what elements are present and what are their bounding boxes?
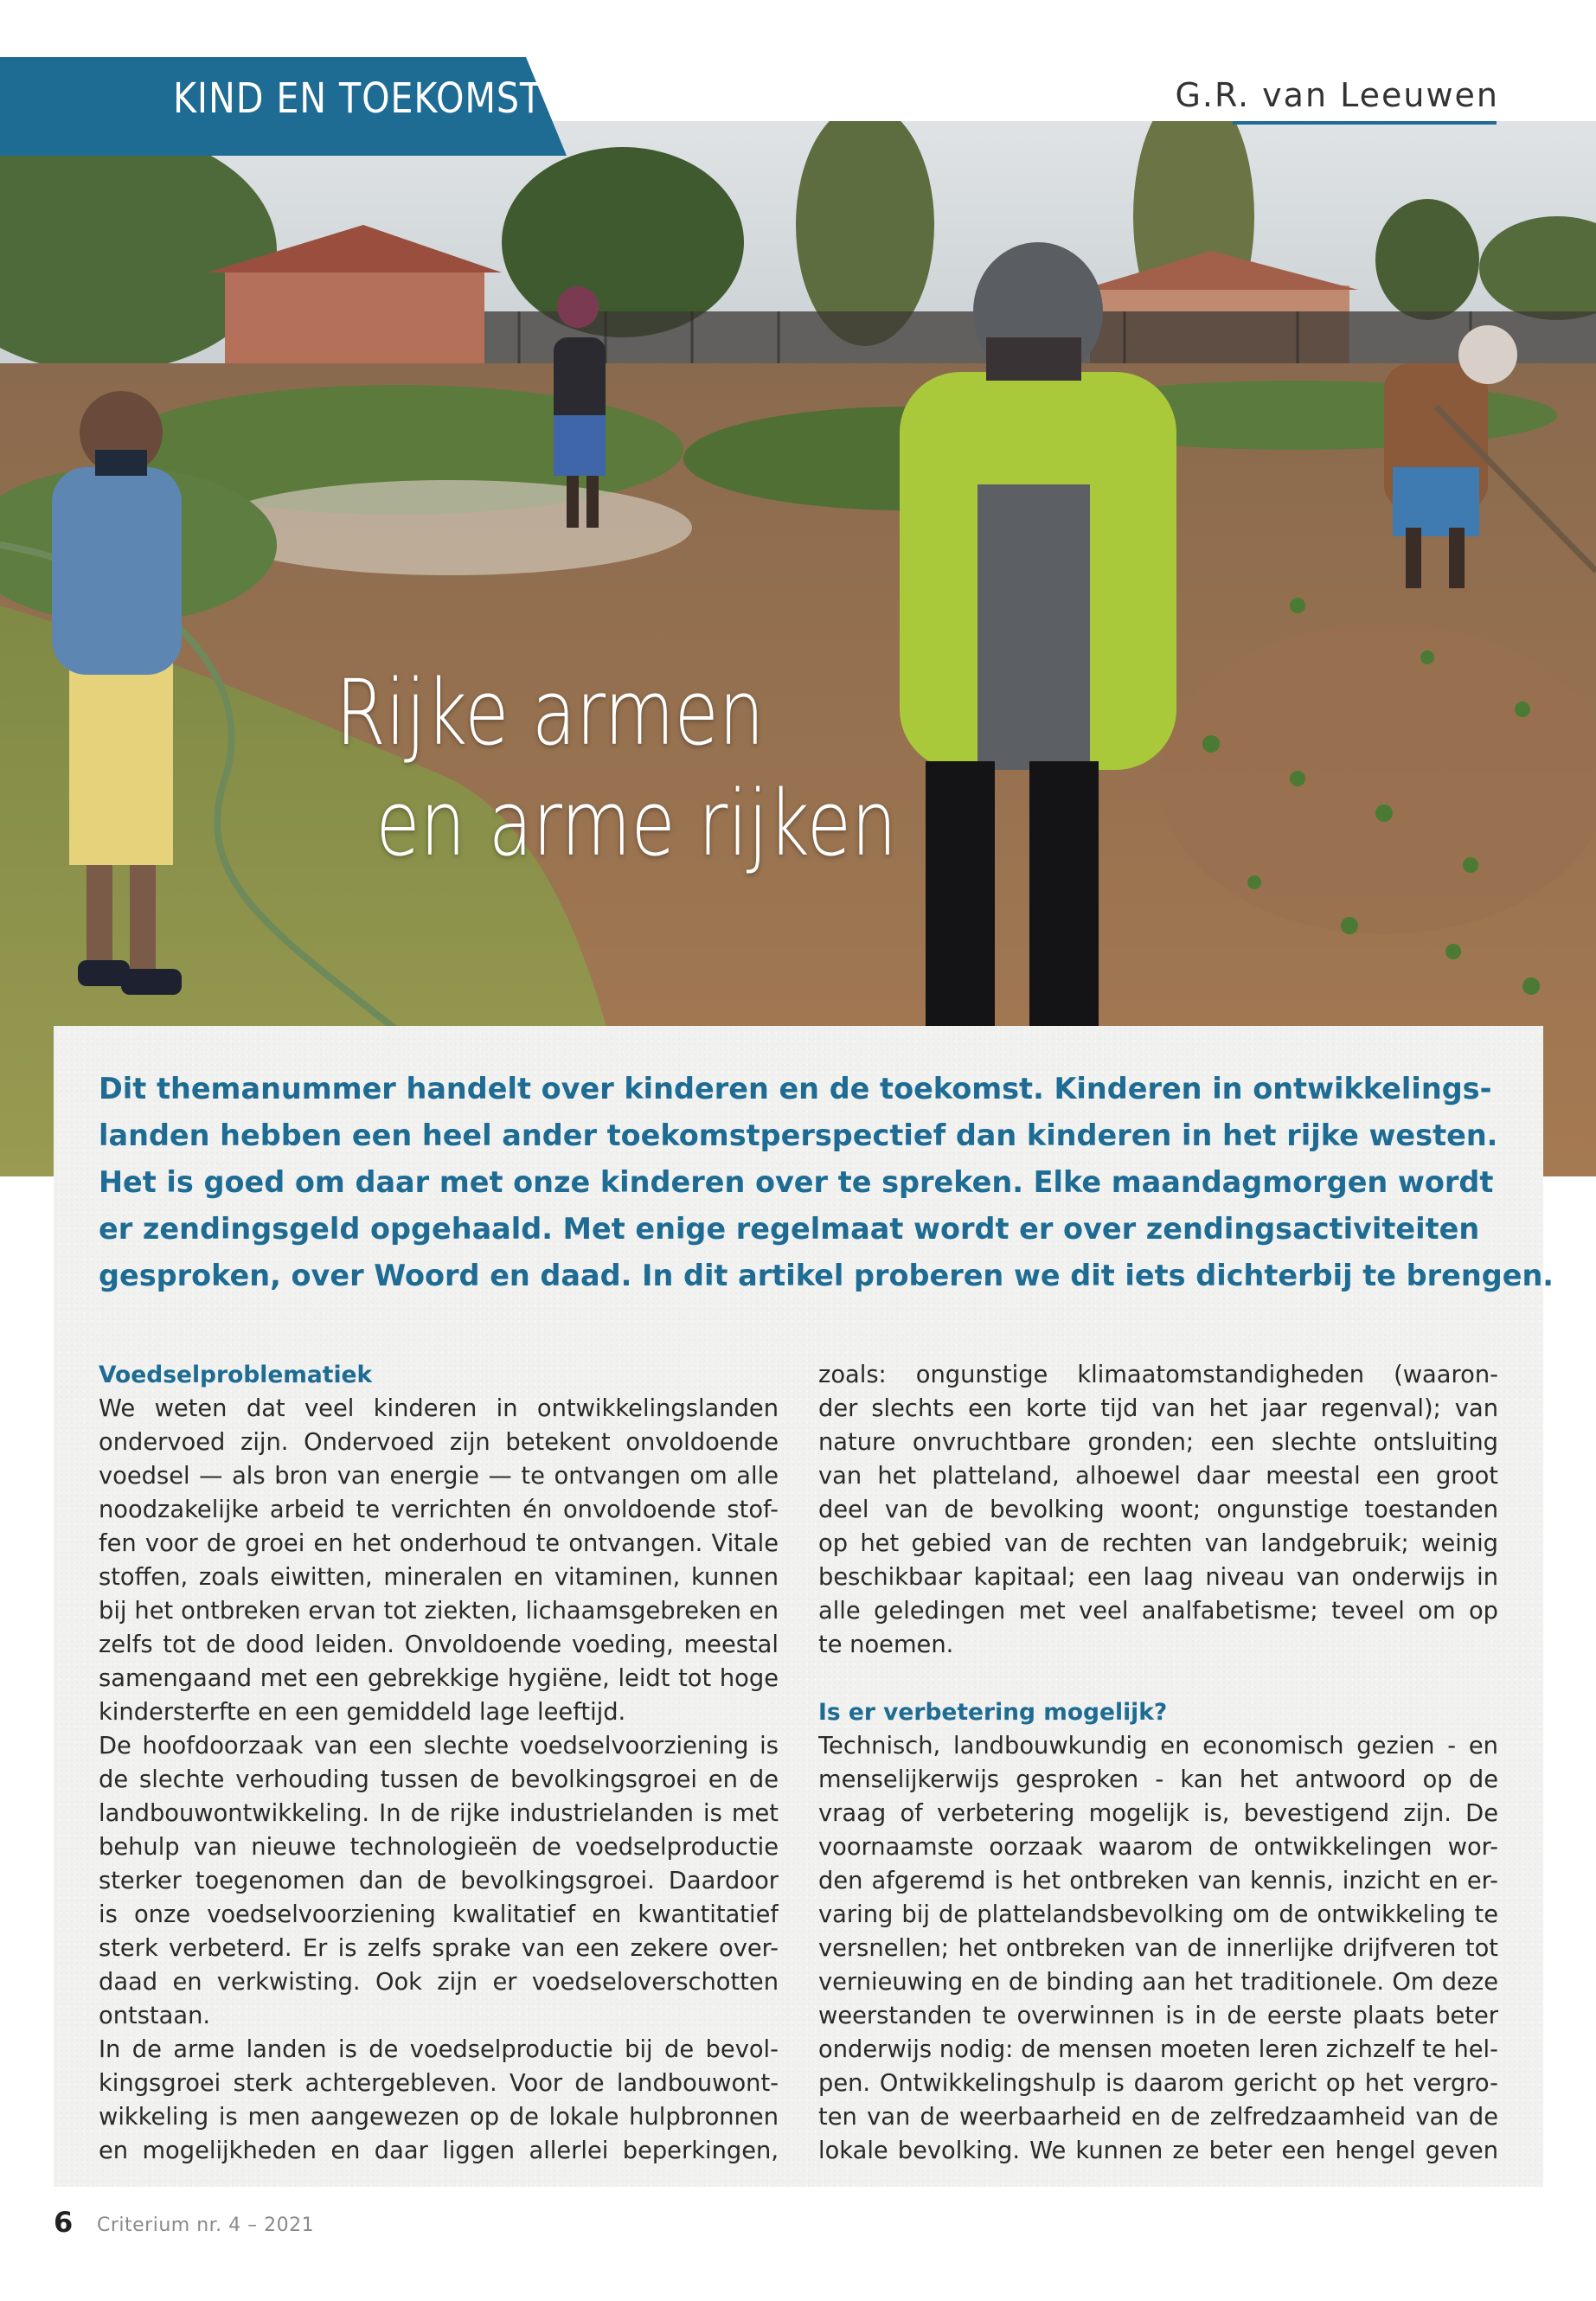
body-line: wikkeling is men aangewezen op de lokale hulpbronnen [99,2104,779,2131]
body-line: fen voor de groei en het onderhoud te ontvangen. Vitale [99,1530,779,1557]
body-line: varing bij de plattelandsbevolking om de ontwikkeling te [818,1901,1498,1928]
intro-line: landen hebben een heel ander toekomstperspectief dan kinderen in het rijke westen. [99,1118,1498,1152]
body-line: zoals: ongunstige klimaatomstandigheden (waaron- [818,1362,1498,1388]
body-line: Technisch, landbouwkundig en economisch gezien - en [818,1733,1498,1759]
paragraph-gap [818,1662,1498,1695]
body-line: bij het ontbreken ervan tot ziekten, lichaamsgebreken en [99,1598,779,1625]
body-line: versnellen; het ontbreken van de innerlijke drijfveren tot [818,1935,1498,1962]
section-tag [0,57,567,156]
body-line: zelfs tot de dood leiden. Onvoldoende voeding, meestal [99,1631,779,1658]
intro-paragraph [99,1066,1554,1299]
body-line: stoffen, zoals eiwitten, mineralen en vitaminen, kunnen [99,1564,779,1591]
body-line: deel van de bevolking woont; ongunstige toestanden [818,1497,1498,1523]
body-line: We weten dat veel kinderen in ontwikkelingslanden [99,1395,779,1422]
body-line: weerstanden te overwinnen is in de eerste plaats beter [818,2003,1498,2029]
author-underline [1233,121,1497,125]
body-line: ontstaan. [99,2003,211,2029]
body-line: alle geledingen met veel analfabetisme; teveel om op [818,1598,1498,1625]
body-line: is onze voedselvoorziening kwalitatief en kwantitatief [99,1901,779,1928]
body-line: In de arme landen is de voedselproductie bij de bevol- [99,2036,779,2063]
subheading-verbetering: Is er verbetering mogelijk? [818,1699,1168,1726]
page-number: 6 [54,2206,74,2239]
body-line: sterker toegenomen dan de bevolkingsgroei. Daardoor [99,1868,779,1894]
subheading-voedselproblematiek: Voedselproblematiek [99,1362,373,1388]
intro-line: gesproken, over Woord en daad. In dit artikel proberen we dit iets dichterbij te brengen. [99,1259,1554,1292]
journal-issue: Criterium nr. 4 – 2021 [97,2214,315,2236]
body-line: samengaand met een gebrekkige hygiëne, leidt tot hoge [99,1665,779,1692]
body-line: kingsgroei sterk achtergebleven. Voor de landbouwont- [99,2070,779,2097]
body-line: vraag of verbetering mogelijk is, bevestigend zijn. De [818,1800,1498,1827]
author-name: G.R. van Leeuwen [1175,76,1499,114]
body-line: voornaamste oorzaak waarom de ontwikkelingen wor- [818,1834,1498,1861]
intro-line: Dit themanummer handelt over kinderen en de toekomst. Kinderen in ontwikkelings- [99,1072,1492,1106]
body-line: menselijkerwijs gesproken - kan het antwoord op de [818,1766,1498,1793]
article-body-panel [54,1026,1554,2187]
body-line: de slechte verhouding tussen de bevolkingsgroei en de [99,1766,779,1793]
body-line: noodzakelijke arbeid te verrichten én onvoldoende stof- [99,1497,779,1523]
hero-photo [0,121,1596,1176]
intro-line: er zendingsgeld opgehaald. Met enige regelmaat wordt er over zendingsactiviteiten [99,1212,1480,1246]
left-column [99,1358,779,2168]
article-headline [336,657,897,879]
body-line: nature onvruchtbare gronden; een slechte ontsluiting [818,1429,1498,1456]
body-line: behulp van nieuwe technologieën de voedselproductie [99,1834,779,1861]
body-line: van het platteland, alhoewel daar meestal een groot [818,1463,1498,1490]
right-column [818,1358,1498,2168]
body-line: De hoofdoorzaak van een slechte voedselvoorziening is [99,1733,779,1759]
garden-scene-illustration [0,121,1596,1176]
body-line: pen. Ontwikkelingshulp is daarom gericht op het vergro- [818,2070,1498,2097]
body-line: onderwijs nodig: de mensen moeten leren zichzelf te hel- [818,2036,1498,2063]
body-line: vernieuwing en de binding aan het traditionele. Om deze [818,1969,1498,1996]
body-line: te noemen. [818,1631,954,1658]
body-line: op het gebied van de rechten van landgebruik; weinig [818,1530,1498,1557]
body-line: sterk verbeterd. Er is zelfs sprake van een zekere over- [99,1935,779,1962]
body-line: der slechts een korte tijd van het jaar regenval); van [818,1395,1498,1422]
body-line: kindersterfte en een gemiddeld lage leeftijd. [99,1699,626,1726]
body-line: beschikbaar kapitaal; een laag niveau van onderwijs in [818,1564,1498,1591]
body-line: ondervoed zijn. Ondervoed zijn betekent onvoldoende [99,1429,779,1456]
headline-line-2: en arme rijken [375,771,897,876]
body-line: den afgeremd is het ontbreken van kennis, inzicht en er- [818,1868,1498,1894]
body-line: daad en verkwisting. Ook zijn er voedseloverschotten [99,1969,779,1996]
intro-line: Het is goed om daar met onze kinderen over te spreken. Elke maandagmorgen wordt [99,1165,1494,1199]
body-line: ten van de weerbaarheid en de zelfredzaamheid van de [818,2104,1498,2131]
body-line: lokale bevolking. We kunnen ze beter een hengel geven [818,2138,1498,2164]
body-line: voedsel — als bron van energie — te ontvangen om alle [99,1463,779,1490]
section-tag-label: KIND EN TOEKOMST [173,74,543,123]
body-line: landbouwontwikkeling. In de rijke industrielanden is met [99,1800,779,1827]
body-line: en mogelijkheden en daar liggen allerlei beperkingen, [99,2138,779,2164]
headline-line-1: Rijke armen [336,660,765,766]
